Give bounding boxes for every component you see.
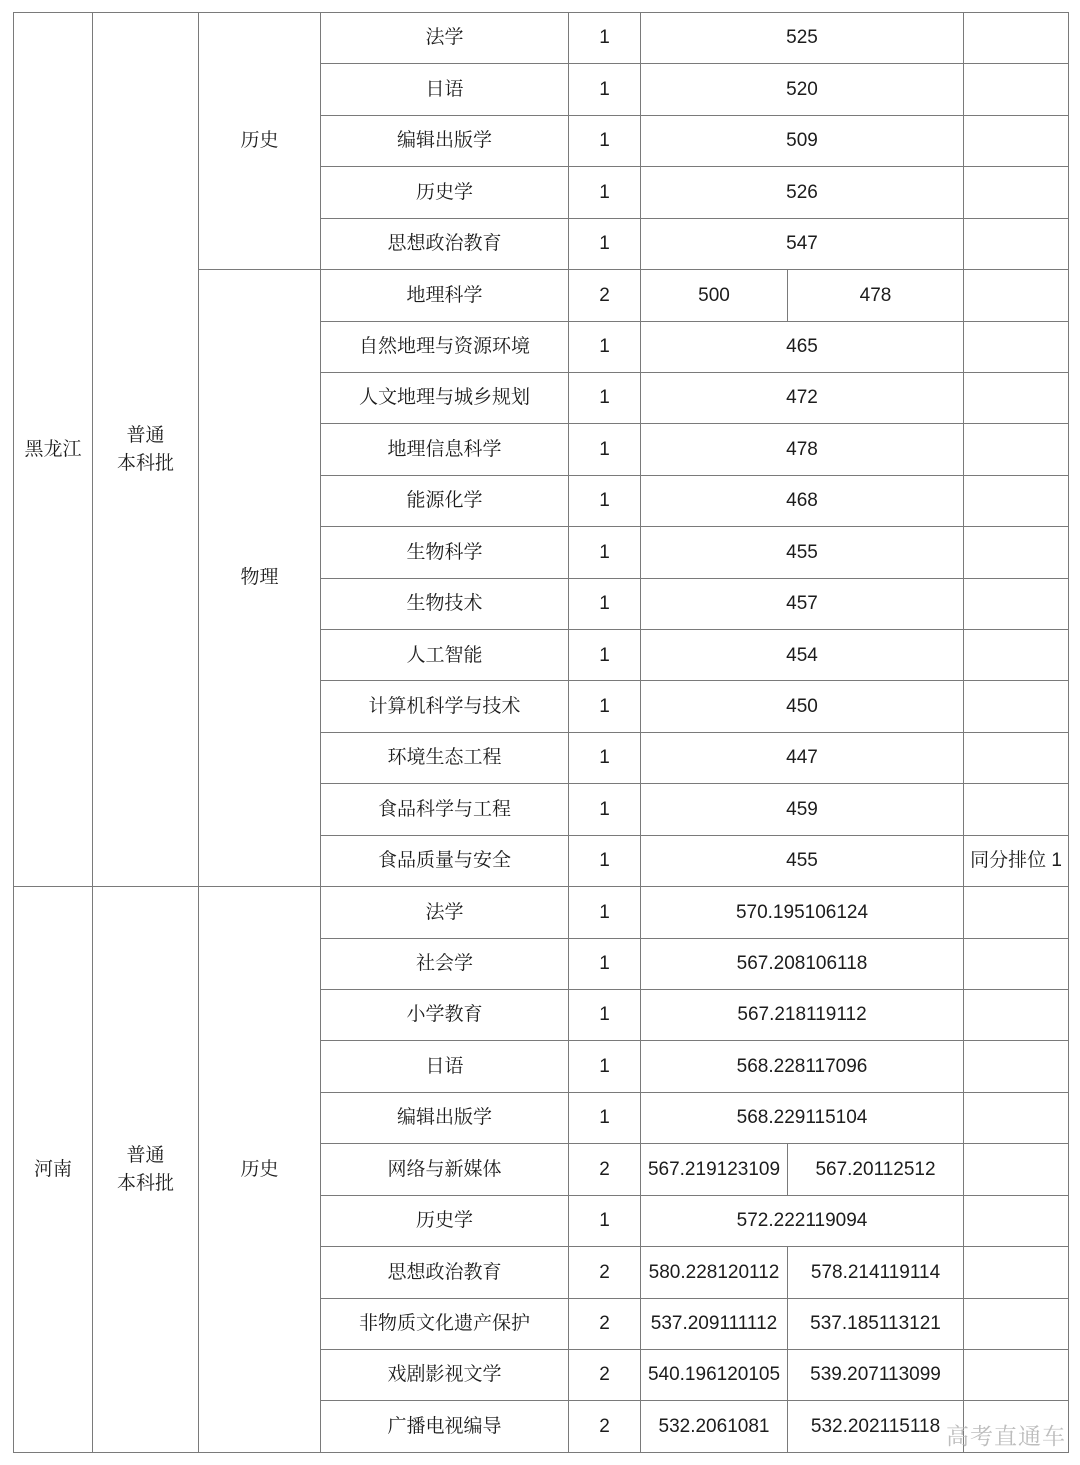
score-cell: 572.222119094 <box>641 1195 964 1246</box>
score-cell: 567.208106118 <box>641 938 964 989</box>
count-cell: 1 <box>569 372 641 423</box>
major-cell: 历史学 <box>321 167 569 218</box>
major-cell: 环境生态工程 <box>321 732 569 783</box>
score-cell: 478 <box>641 424 964 475</box>
major-cell: 地理科学 <box>321 270 569 321</box>
major-cell: 生物科学 <box>321 527 569 578</box>
count-cell: 1 <box>569 115 641 166</box>
note-cell <box>964 1092 1069 1143</box>
count-cell: 2 <box>569 1298 641 1349</box>
batch-line-1: 普通 <box>126 1145 165 1167</box>
count-cell: 2 <box>569 270 641 321</box>
province-cell: 河南 <box>14 887 93 1453</box>
batch-line-1: 普通 <box>126 425 165 447</box>
score-cell: 532.2061081 <box>641 1401 788 1453</box>
count-cell: 1 <box>569 938 641 989</box>
note-cell <box>964 1195 1069 1246</box>
score-cell: 455 <box>641 527 964 578</box>
province-cell: 黑龙江 <box>14 13 93 887</box>
note-cell: 同分排位 1 <box>964 835 1069 886</box>
count-cell: 1 <box>569 732 641 783</box>
score-cell: 580.228120112 <box>641 1247 788 1298</box>
subject-cell: 历史 <box>199 13 321 270</box>
major-cell: 戏剧影视文学 <box>321 1349 569 1400</box>
count-cell: 1 <box>569 13 641 64</box>
score-cell: 520 <box>641 64 964 115</box>
major-cell: 人文地理与城乡规划 <box>321 372 569 423</box>
score-cell: 525 <box>641 13 964 64</box>
major-cell: 网络与新媒体 <box>321 1144 569 1195</box>
major-cell: 社会学 <box>321 938 569 989</box>
note-cell <box>964 13 1069 64</box>
major-cell: 食品科学与工程 <box>321 784 569 835</box>
major-cell: 法学 <box>321 13 569 64</box>
score-cell: 532.202115118 <box>788 1401 964 1453</box>
score-cell: 455 <box>641 835 964 886</box>
note-cell <box>964 1144 1069 1195</box>
major-cell: 食品质量与安全 <box>321 835 569 886</box>
count-cell: 2 <box>569 1247 641 1298</box>
score-cell: 547 <box>641 218 964 269</box>
batch-cell <box>93 887 199 1453</box>
major-cell: 编辑出版学 <box>321 115 569 166</box>
score-cell: 509 <box>641 115 964 166</box>
note-cell <box>964 578 1069 629</box>
major-cell: 非物质文化遗产保护 <box>321 1298 569 1349</box>
count-cell: 1 <box>569 887 641 938</box>
major-cell: 人工智能 <box>321 630 569 681</box>
score-cell: 450 <box>641 681 964 732</box>
count-cell: 1 <box>569 784 641 835</box>
note-cell <box>964 990 1069 1041</box>
score-cell: 568.228117096 <box>641 1041 964 1092</box>
major-cell: 思想政治教育 <box>321 218 569 269</box>
count-cell: 2 <box>569 1349 641 1400</box>
note-cell <box>964 784 1069 835</box>
score-cell: 567.20112512 <box>788 1144 964 1195</box>
note-cell <box>964 1247 1069 1298</box>
major-cell: 能源化学 <box>321 475 569 526</box>
note-cell <box>964 372 1069 423</box>
note-cell <box>964 64 1069 115</box>
major-cell: 思想政治教育 <box>321 1247 569 1298</box>
note-cell <box>964 630 1069 681</box>
score-cell: 568.229115104 <box>641 1092 964 1143</box>
count-cell: 1 <box>569 475 641 526</box>
major-cell: 日语 <box>321 1041 569 1092</box>
score-cell: 578.214119114 <box>788 1247 964 1298</box>
count-cell: 1 <box>569 527 641 578</box>
score-cell: 500 <box>641 270 788 321</box>
score-cell: 570.195106124 <box>641 887 964 938</box>
count-cell: 1 <box>569 1041 641 1092</box>
note-cell <box>964 1041 1069 1092</box>
score-cell: 447 <box>641 732 964 783</box>
note-cell <box>964 115 1069 166</box>
count-cell: 1 <box>569 630 641 681</box>
major-cell: 编辑出版学 <box>321 1092 569 1143</box>
score-cell: 540.196120105 <box>641 1349 788 1400</box>
count-cell: 2 <box>569 1144 641 1195</box>
note-cell <box>964 218 1069 269</box>
major-cell: 自然地理与资源环境 <box>321 321 569 372</box>
score-table-sheet <box>13 12 1068 1453</box>
score-cell: 539.207113099 <box>788 1349 964 1400</box>
count-cell: 1 <box>569 1195 641 1246</box>
note-cell <box>964 1349 1069 1400</box>
score-cell: 465 <box>641 321 964 372</box>
table-row <box>14 887 1069 938</box>
score-cell: 459 <box>641 784 964 835</box>
batch-cell <box>93 13 199 887</box>
note-cell <box>964 167 1069 218</box>
score-cell: 567.219123109 <box>641 1144 788 1195</box>
score-cell: 457 <box>641 578 964 629</box>
score-cell: 454 <box>641 630 964 681</box>
count-cell: 1 <box>569 321 641 372</box>
count-cell: 1 <box>569 64 641 115</box>
admission-score-table <box>13 12 1069 1453</box>
note-cell <box>964 321 1069 372</box>
note-cell <box>964 270 1069 321</box>
score-cell: 526 <box>641 167 964 218</box>
major-cell: 小学教育 <box>321 990 569 1041</box>
note-cell <box>964 887 1069 938</box>
count-cell: 1 <box>569 578 641 629</box>
table-row <box>14 13 1069 64</box>
count-cell: 1 <box>569 218 641 269</box>
count-cell: 1 <box>569 1092 641 1143</box>
note-cell <box>964 732 1069 783</box>
count-cell: 1 <box>569 835 641 886</box>
major-cell: 计算机科学与技术 <box>321 681 569 732</box>
major-cell: 地理信息科学 <box>321 424 569 475</box>
score-cell: 537.185113121 <box>788 1298 964 1349</box>
score-cell: 567.218119112 <box>641 990 964 1041</box>
major-cell: 生物技术 <box>321 578 569 629</box>
subject-cell: 物理 <box>199 270 321 887</box>
batch-line-2: 本科批 <box>116 452 174 474</box>
note-cell <box>964 1298 1069 1349</box>
count-cell: 1 <box>569 424 641 475</box>
count-cell: 2 <box>569 1401 641 1453</box>
score-cell: 478 <box>788 270 964 321</box>
count-cell: 1 <box>569 167 641 218</box>
count-cell: 1 <box>569 681 641 732</box>
note-cell <box>964 527 1069 578</box>
batch-line-2: 本科批 <box>116 1172 174 1194</box>
count-cell: 1 <box>569 990 641 1041</box>
score-cell: 468 <box>641 475 964 526</box>
major-cell: 日语 <box>321 64 569 115</box>
major-cell: 历史学 <box>321 1195 569 1246</box>
note-cell <box>964 681 1069 732</box>
major-cell: 广播电视编导 <box>321 1401 569 1453</box>
note-cell <box>964 938 1069 989</box>
watermark-label: 高考直通车 <box>946 1423 1066 1449</box>
table-body <box>14 13 1069 1453</box>
subject-cell: 历史 <box>199 887 321 1453</box>
note-cell <box>964 475 1069 526</box>
note-cell <box>964 424 1069 475</box>
major-cell: 法学 <box>321 887 569 938</box>
score-cell: 537.209111112 <box>641 1298 788 1349</box>
score-cell: 472 <box>641 372 964 423</box>
note-cell <box>964 1401 1069 1453</box>
